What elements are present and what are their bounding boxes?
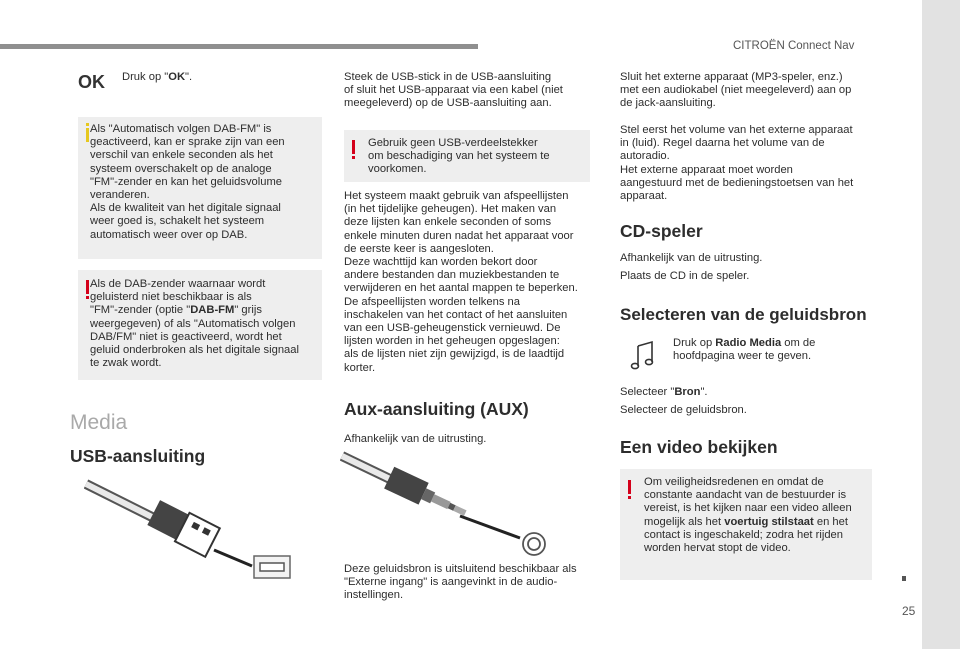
playlist-text: Het systeem maakt gebruik van afspeellijsten (in het tijdelijke geheugen). Het maken van deze lijsten kan enkele seconden of soms enkele minuten duren nadat het apparaat voor de eerste keer is aangesloten. Deze wachttijd kan worden bekort door andere bestanden dan muziekbestanden te verwijderen en het aantal mappen te beperken. De afspeellijsten worden telkens na inschakelen van het contact of het aansluiten van een USB-geheugenstick vernieuwd. De lijsten worden in het geheugen opgeslagen: als de lijsten niet zijn gewijzigd, is de laadtijd korter.	[344, 190, 578, 374]
warning-icon	[86, 280, 89, 294]
warning-note-usb-text: Gebruik geen USB-verdeelstekker om beschadiging van het systeem te voorkomen.	[368, 137, 550, 176]
warning-icon	[628, 480, 631, 494]
heading-usb: USB-aansluiting	[70, 446, 206, 466]
page-sidebar	[922, 0, 960, 649]
warning-note-usb	[344, 130, 590, 182]
music-note-icon	[630, 340, 658, 370]
source-select-instruction-2: Selecteer de geluidsbron.	[620, 404, 747, 416]
warning-note-video	[620, 469, 872, 580]
volume-text: Stel eerst het volume van het externe apparaat in (luid). Regel daarna het volume van de autoradio. Het externe apparaat moet worden aangestuurd met de bedieningstoetsen van het apparaat.	[620, 124, 854, 203]
info-icon	[86, 128, 89, 142]
source-press-instruction: Druk op Radio Media om de hoofdpagina weer te geven.	[673, 337, 816, 363]
jack-plug-illustration	[340, 450, 556, 558]
aux-note: Deze geluidsbron is uitsluitend beschikbaar als "Externe ingang" is aangevinkt in de audio- instellingen.	[344, 563, 577, 602]
cd-instruction: Plaats de CD in de speler.	[620, 270, 750, 282]
warning-icon	[352, 140, 355, 154]
warning-note-dab-text: Als de DAB-zender waarnaar wordt geluisterd niet beschikbaar is als "FM"-zender (optie "DAB-FM" grijs weergegeven) of als "Automatisch volgen DAB/FM" niet is geactiveerd, wordt het geluid onderbroken als het digitale signaal te zwak wordt.	[90, 278, 299, 370]
brand-header: CITROËN Connect Nav	[733, 40, 855, 52]
header-rule	[0, 44, 478, 49]
aux-availability: Afhankelijk van de uitrusting.	[344, 433, 487, 445]
heading-aux: Aux-aansluiting (AUX)	[344, 399, 529, 419]
ok-instruction: Druk op "OK".	[122, 71, 193, 83]
ok-icon: OK	[78, 72, 105, 92]
source-select-instruction: Selecteer "Bron".	[620, 386, 708, 398]
cd-availability: Afhankelijk van de uitrusting.	[620, 252, 763, 264]
continue-mark	[902, 576, 906, 581]
warning-note-dab	[78, 270, 322, 380]
usb-instruction: Steek de USB-stick in de USB-aansluiting of sluit het USB-apparaat via een kabel (niet meegeleverd) op de USB-aansluiting aan.	[344, 71, 563, 110]
usb-plug-illustration	[84, 476, 296, 584]
info-note	[78, 117, 322, 259]
heading-video: Een video bekijken	[620, 437, 778, 457]
external-device-text: Sluit het externe apparaat (MP3-speler, enz.) met een audiokabel (niet meegeleverd) aan op de jack-aansluiting.	[620, 71, 852, 110]
warning-note-video-text: Om veiligheidsredenen en omdat de constante aandacht van de bestuurder is vereist, is het kijken naar een video alleen mogelijk als het voertuig stilstaat en het contact is ingeschakeld; zodra het rijden worden hervat stopt de video.	[644, 476, 852, 555]
page-number: 25	[902, 604, 916, 618]
section-title-media: Media	[70, 411, 128, 434]
info-note-text: Als "Automatisch volgen DAB-FM" is geactiveerd, kan er sprake zijn van een verschil van enkele seconden als het systeem overschakelt op de analoge "FM"-zender en kan het geluidsvolume veranderen. Als de kwaliteit van het digitale signaal weer goed is, schakelt het systeem automatisch weer over op DAB.	[90, 123, 285, 241]
heading-cd: CD-speler	[620, 221, 703, 241]
heading-source: Selecteren van de geluidsbron	[620, 305, 867, 324]
